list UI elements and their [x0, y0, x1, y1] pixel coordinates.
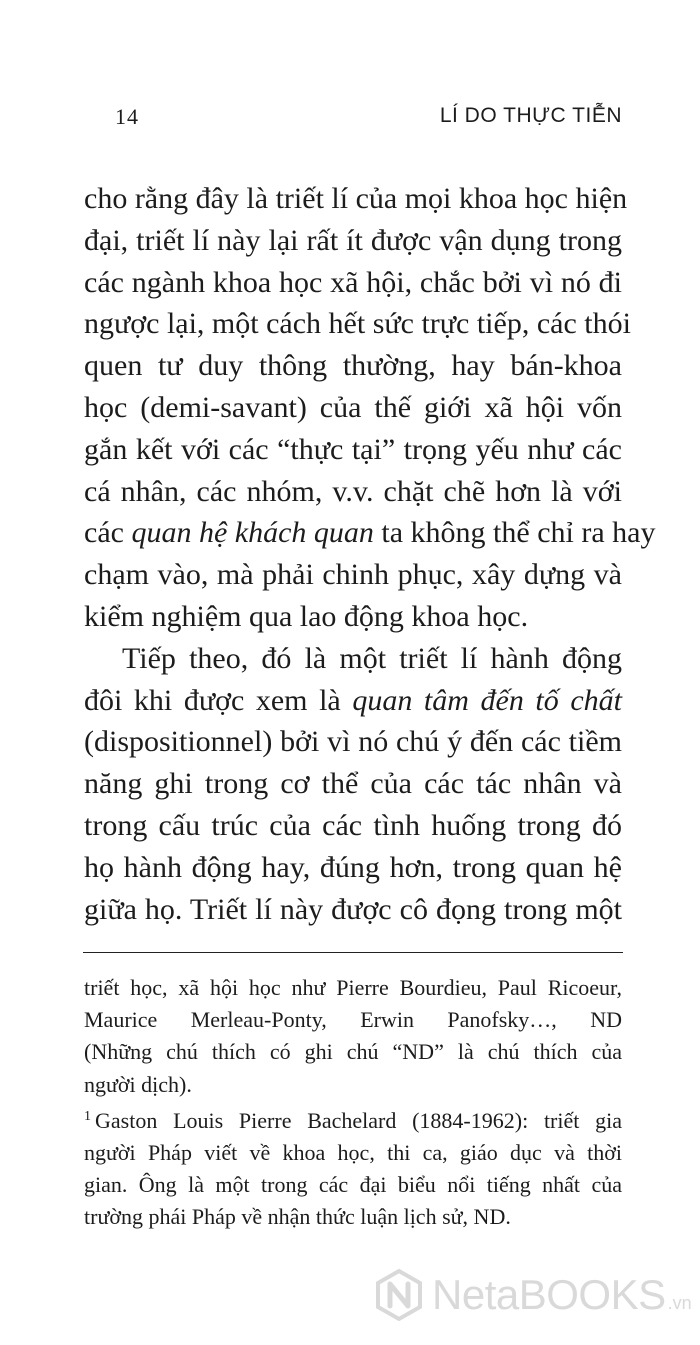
italic-term: quan tâm đến tố chất	[352, 683, 622, 717]
text-line: quen tư duy thông thường, hay bán-khoa	[84, 349, 622, 383]
text-line	[84, 512, 656, 554]
text-segment: ta không thể chỉ ra hay	[373, 516, 656, 550]
text-line: chạm vào, mà phải chinh phục, xây dựng và	[84, 558, 622, 592]
footnotes	[84, 972, 622, 1234]
text-line: năng ghi trong cơ thể của các tác nhân và	[84, 767, 622, 801]
text-line: gắn kết với các “thực tại” trọng yếu như các	[84, 432, 622, 466]
footnote-marker: 1	[84, 1108, 91, 1124]
footnote-line: triết học, xã hội học như Pierre Bourdieu, Paul Ricoeur,	[84, 975, 622, 1000]
text-line: trong cấu trúc của các tình huống trong đó	[84, 808, 622, 842]
text-segment: đôi khi được xem là	[84, 683, 353, 717]
text-line: ngược lại, một cách hết sức trực tiếp, các thói	[84, 307, 631, 341]
body-text	[84, 178, 656, 930]
footnote-line: người Pháp viết về khoa học, thi ca, giáo dục và thời	[84, 1140, 622, 1166]
paragraph-first-line: Tiếp theo, đó là một triết lí hành động	[122, 641, 622, 675]
text-segment: các	[84, 516, 132, 550]
text-line: kiểm nghiệm qua lao động khoa học.	[84, 599, 529, 633]
text-line: họ hành động hay, đúng hơn, trong quan hệ	[84, 850, 622, 884]
text-line	[84, 680, 622, 722]
page-number: 14	[115, 104, 139, 129]
watermark	[372, 1268, 692, 1322]
text-line: (dispositionnel) bởi vì nó chú ý đến các tiềm	[84, 725, 622, 759]
footnote-line: Maurice Merleau-Ponty, Erwin Panofsky…, ND	[84, 1007, 622, 1033]
text-line: giữa họ. Triết lí này được cô đọng trong một	[84, 892, 622, 926]
footnote-line: người dịch).	[84, 1071, 192, 1097]
watermark-tld: .vn	[667, 1293, 692, 1313]
text-line: các ngành khoa học xã hội, chắc bởi vì nó đi	[84, 265, 622, 299]
netabooks-logo-icon	[372, 1268, 426, 1322]
footnote-line: trường phái Pháp về nhận thức luận lịch sử, ND.	[84, 1204, 511, 1230]
text-line: đại, triết lí này lại rất ít được vận dụng trong	[84, 223, 622, 257]
watermark-brand: NetaBOOKS	[432, 1271, 666, 1318]
text-line: cá nhân, các nhóm, v.v. chặt chẽ hơn là với	[84, 474, 622, 508]
text-line: cho rằng đây là triết lí của mọi khoa học hiện	[84, 182, 628, 215]
footnote-line: (Những chú thích có ghi chú “ND” là chú thích của	[84, 1039, 622, 1065]
footnote-line: gian. Ông là một trong các đại biểu nổi tiếng nhất của	[84, 1172, 622, 1198]
text-line: học (demi-savant) của thế giới xã hội vốn	[84, 390, 622, 424]
footnote-1-first-line	[84, 1101, 622, 1137]
footnote-divider	[83, 952, 623, 953]
italic-term: quan hệ khách quan	[131, 516, 374, 550]
footnote-text: Gaston Louis Pierre Bachelard (1884-1962): triết gia	[95, 1107, 622, 1133]
running-head: LÍ DO THỰC TIỄN	[439, 104, 622, 127]
